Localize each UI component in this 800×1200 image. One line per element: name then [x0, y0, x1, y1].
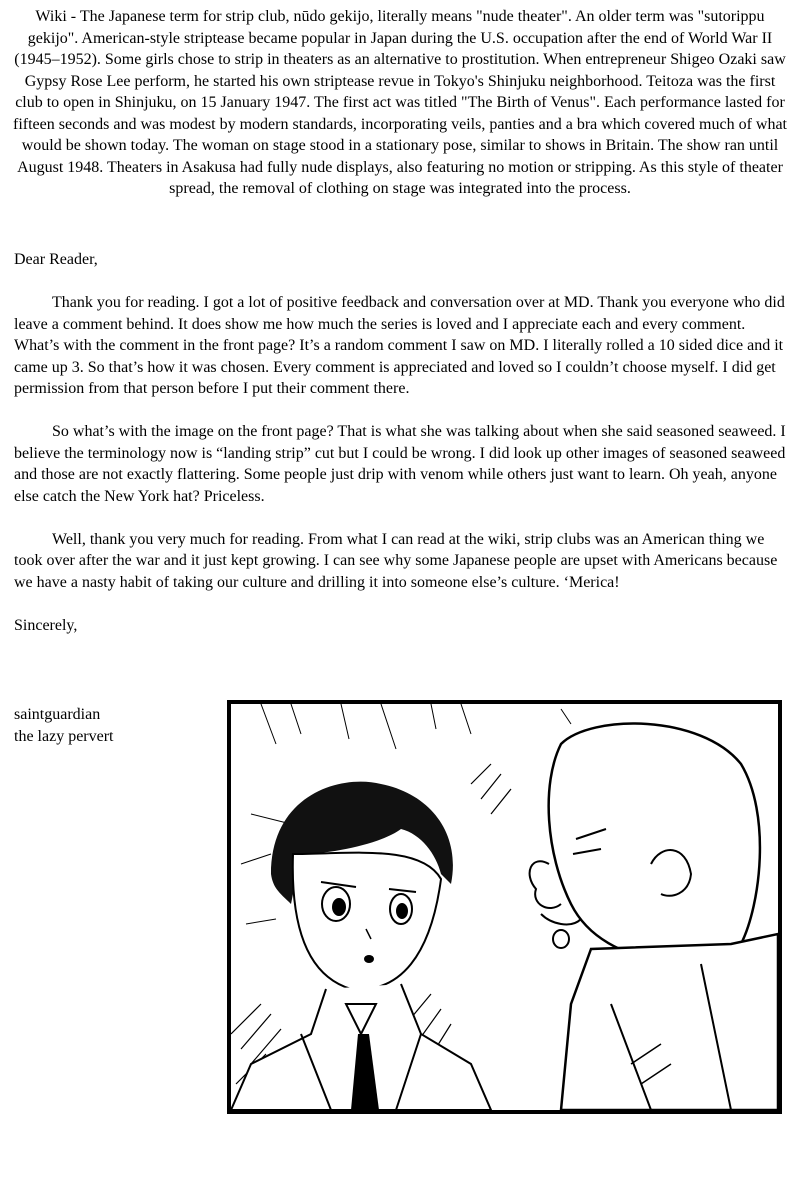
- letter-greeting: Dear Reader,: [14, 251, 98, 268]
- signature-block: [14, 704, 114, 747]
- letter-paragraph-3: Well, thank you very much for reading. From what I can read at the wiki, strip clubs was an American thing we took over after the war and it just kept growing. I can see why some Japanese people are upset with Americans because we have a nasty habit of taking our culture and drilling it into someone else’s culture. ‘Merica!: [14, 530, 778, 591]
- letter-paragraph-2: So what’s with the image on the front page? That is what she was talking about when she said seasoned seaweed. I believe the terminology now is “landing strip” cut but I could be wrong. I did look up other images of seasoned seaweed and those are not exactly flattering. Some people just drip with venom while others just want to learn. Oh yeah, anyone else catch the New York hat? Priceless.: [14, 423, 786, 505]
- manga-panel-illustration: [227, 700, 782, 1114]
- letter-paragraph-1: Thank you for reading. I got a lot of positive feedback and conversation over at MD. Thank you everyone who did leave a comment behind. It does show me how much the series is loved and I appreciate each and every comment. What’s with the comment in the front page? It’s a random comment I saw on MD. I literally rolled a 10 sided dice and it came up 3. So that’s how it was chosen. Every comment is appreciated and loved so I couldn’t choose myself. I did get permission from that person before I put their comment there.: [14, 294, 785, 397]
- letter-body: [14, 249, 788, 658]
- wiki-paragraph: Wiki - The Japanese term for strip club, nūdo gekijo, literally means "nude theater". An older term was "sutorippu gekijo". American-style striptease became popular in Japan during the U.S. occupation after the end of World War II (1945–1952). Some girls chose to strip in theaters as an alternative to prostitution. When entrepreneur Shigeo Ozaki saw Gypsy Rose Lee perform, he started his own striptease revue in Tokyo's Shinjuku neighborhood. Teitoza was the first club to open in Shinjuku, on 15 January 1947. The first act was titled "The Birth of Venus". Each performance lasted for fifteen seconds and was modest by modern standards, incorporating veils, panties and a bra which covered much of what would be shown today. The woman on stage stood in a stationary pose, similar to shows in Britain. The show ran until August 1948. Theaters in Asakusa had fully nude displays, also featuring no motion or stripping. As this style of theater spread, the removal of clothing on stage was integrated into the process.: [13, 8, 787, 197]
- signature-name: saintguardian: [14, 706, 101, 723]
- signature-title: the lazy pervert: [14, 727, 114, 745]
- manga-panel-drawing: [231, 704, 778, 1110]
- letter-closing: Sincerely,: [14, 616, 78, 634]
